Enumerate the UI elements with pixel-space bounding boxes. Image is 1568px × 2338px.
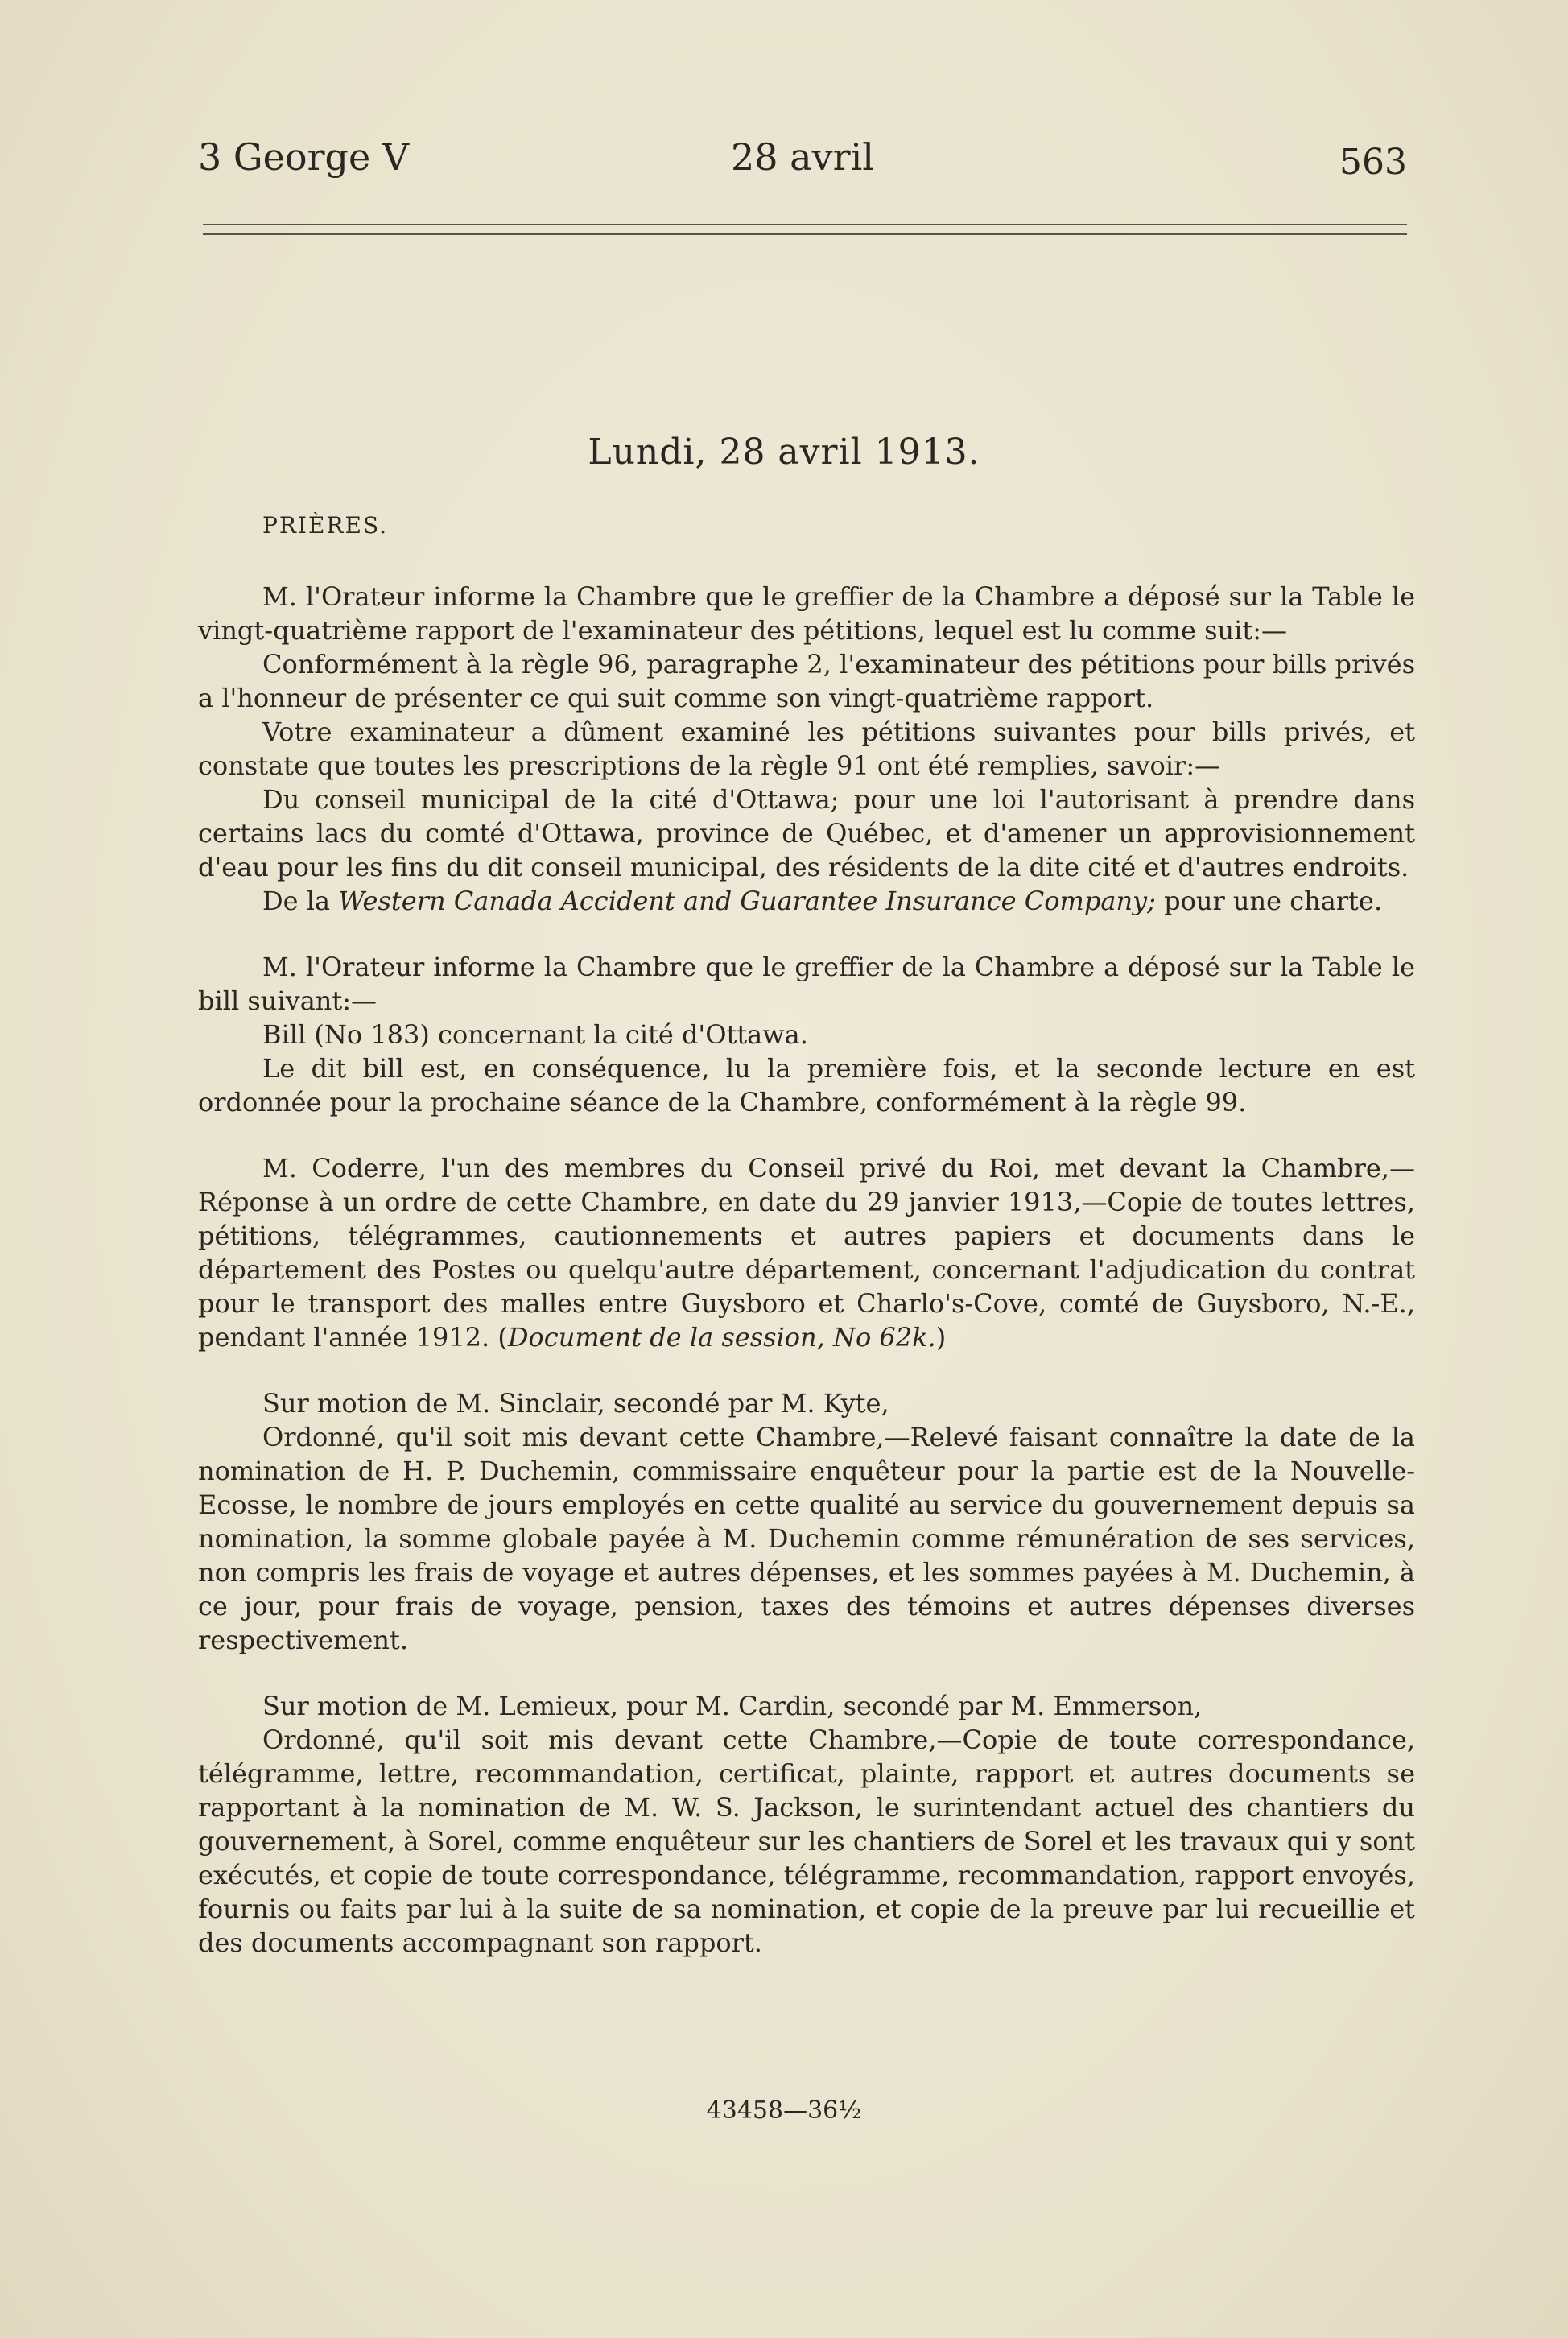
orateur-bill-paragraph: M. l'Orateur informe la Chambre que le greffier de la Chambre a déposé sur la Table le bill suivant:— bbox=[198, 952, 1415, 1016]
prieres-heading: PRIÈRES. bbox=[262, 512, 389, 539]
duchemin-order-paragraph: Ordonné, qu'il soit mis devant cette Chambre,—Relevé faisant connaître la date de la nomination de H. P. Duchemin, commissaire enquêteur pour la partie est de la Nouvelle-Ecosse, le nombre de jours employés en cette qualité au service du gouvernement depuis sa nomination, la somme globale payée à M. Duchemin comme rémunération de ses services, non compris les frais de voyage et autres dépenses, et les sommes payées à M. Duchemin, à ce jour, pour frais de voyage, pension, taxes des témoins et autres dépenses diverses respectivement. bbox=[198, 1422, 1415, 1655]
sitting-date-title: Lundi, 28 avril 1913. bbox=[588, 432, 980, 473]
coderre-text: M. Coderre, l'un des membres du Conseil privé du Roi, met devant la Chambre,—Réponse à un ordre de cette Chambre, en date du 29 janvier 1913,—Copie de toutes lettres, pétitions, télégrammes, cautionnements et autres papiers et documents dans le département des Postes ou quelqu'autre département, concernant l'adjudication du contrat pour le transport des malles entre Guysboro et Charlo's-Cove, comté de Guysboro, N.-E., pendant l'année 1912. ( bbox=[198, 1153, 1415, 1353]
ottawa-petition-paragraph: Du conseil municipal de la cité d'Ottawa; pour une loi l'autorisant à prendre dans certains lacs du comté d'Ottawa, province de Québec, et d'amener un approvisionnement d'eau pour les fins du dit conseil municipal, des résidents de la dite cité et d'autres endroits. bbox=[198, 784, 1415, 882]
rule-96-paragraph: Conformément à la règle 96, paragraphe 2, l'examinateur des pétitions pour bills privés a l'honneur de présenter ce qui suit comme son vingt-quatrième rapport. bbox=[198, 649, 1415, 713]
lemieux-motion-paragraph: Sur motion de M. Lemieux, pour M. Cardin, secondé par M. Emmerson, bbox=[262, 1691, 1203, 1721]
coderre-close: ) bbox=[935, 1322, 947, 1353]
page-number: 563 bbox=[1339, 142, 1407, 183]
western-canada-suffix: pour une charte. bbox=[1155, 886, 1383, 916]
jackson-order-paragraph: Ordonné, qu'il soit mis devant cette Chambre,—Copie de toute correspondance, télégramme, lettre, recommandation, certificat, plainte, rapport et autres documents se rapportant à la nomination de M. W. S. Jackson, le surintendant actuel des chantiers du gouvernement, à Sorel, comme enquêteur sur les chantiers de Sorel et les travaux qui y sont exécutés, et copie de toute correspondance, télégramme, recommandation, rapport envoyés, fournis ou faits par lui à la suite de sa nomination, et copie de la preuve par lui recueillie et des documents accompagnant son rapport. bbox=[198, 1725, 1415, 1958]
running-header bbox=[198, 135, 1407, 192]
western-canada-paragraph bbox=[198, 884, 1415, 918]
session-document-ref: Document de la session, No 62k. bbox=[507, 1322, 936, 1353]
regnal-year: 3 George V bbox=[198, 135, 410, 179]
journal-body bbox=[198, 580, 1415, 1960]
first-reading-paragraph: Le dit bill est, en conséquence, lu la première fois, et la seconde lecture en est ordonnée pour la prochaine séance de la Chambre, conformément à la règle 99. bbox=[198, 1053, 1415, 1117]
signature-mark: 43458—36½ bbox=[706, 2096, 862, 2125]
sinclair-motion-paragraph: Sur motion de M. Sinclair, secondé par M. Kyte, bbox=[262, 1388, 889, 1419]
orateur-report-paragraph: M. l'Orateur informe la Chambre que le greffier de la Chambre a déposé sur la Table le vingt-quatrième rapport de l'examinateur des pétitions, lequel est lu comme suit:— bbox=[198, 581, 1415, 646]
coderre-paragraph bbox=[198, 1151, 1415, 1354]
company-name: Western Canada Accident and Guarantee Insurance Company; bbox=[338, 886, 1156, 916]
western-canada-prefix: De la bbox=[262, 886, 339, 916]
header-double-rule bbox=[203, 224, 1407, 235]
header-date: 28 avril bbox=[731, 135, 874, 179]
examinateur-paragraph: Votre examinateur a dûment examiné les pétitions suivantes pour bills privés, et constate que toutes les prescriptions de la règle 91 ont été remplies, savoir:— bbox=[198, 717, 1415, 781]
bill-183-paragraph: Bill (No 183) concernant la cité d'Ottawa. bbox=[262, 1019, 808, 1050]
